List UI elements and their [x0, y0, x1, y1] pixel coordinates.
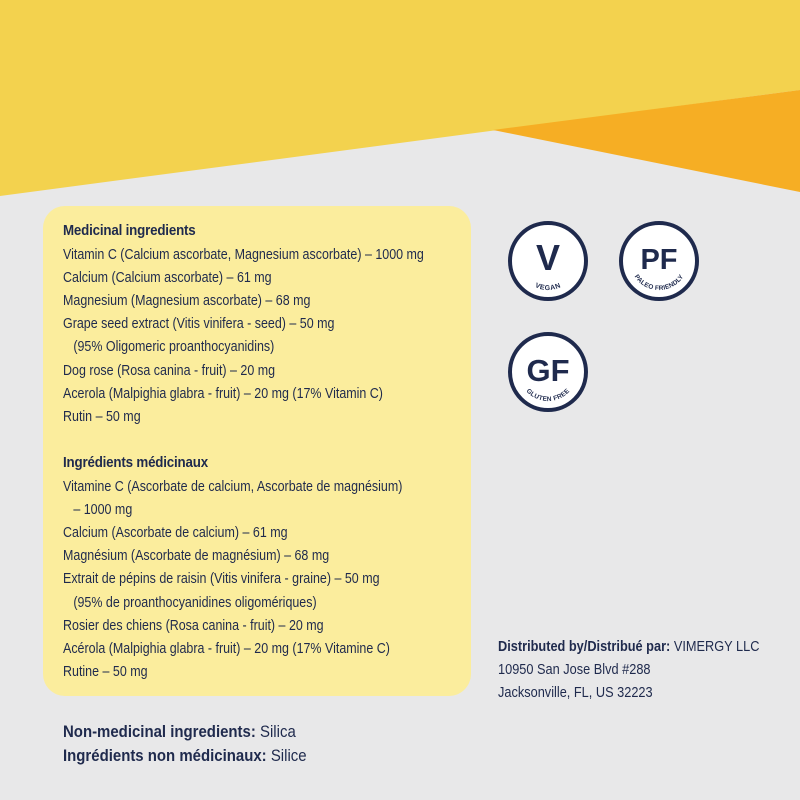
medicinal-ingredients-panel — [43, 206, 471, 696]
ingredient-line-fr: Rosier des chiens (Rosa canina - fruit) – 20 mg — [63, 617, 324, 634]
vegan-badge-symbol: V — [535, 237, 561, 278]
vegan-badge-caption: VEGAN — [533, 282, 563, 293]
ingredient-line: Magnesium (Magnesium ascorbate) – 68 mg — [63, 292, 311, 309]
ingredient-line-fr: Extrait de pépins de raisin (Vitis vinifera - graine) – 50 mg — [63, 571, 380, 588]
distributor-name: VIMERGY LLC — [673, 639, 760, 655]
non-medicinal-value-en: Silica — [260, 722, 296, 741]
non-medicinal-label-fr: Ingrédients non médicinaux: — [63, 746, 267, 765]
paleo-friendly-badge-icon — [618, 220, 700, 302]
distributor-label: Distributed by/Distribué par: — [498, 639, 671, 655]
ingredient-line-fr: Vitamine C (Ascorbate de calcium, Ascorbate de magnésium) — [63, 478, 403, 495]
gluten-badge-caption: GLUTEN FREE — [524, 387, 572, 404]
ingredient-line: (95% Oligomeric proanthocyanidins) — [73, 339, 275, 356]
ingredient-line-fr: Rutine – 50 mg — [63, 664, 148, 681]
ingredients-medicinaux-heading: Ingrédients médicinaux — [63, 455, 208, 472]
ingredient-line-fr: Acérola (Malpighia glabra - fruit) – 20 mg (17% Vitamine C) — [63, 641, 390, 658]
ingredient-line: Dog rose (Rosa canina - fruit) – 20 mg — [63, 362, 276, 379]
vegan-badge-icon — [507, 220, 589, 302]
non-medicinal-ingredients — [63, 720, 340, 768]
ingredient-line-fr: Magnésium (Ascorbate de magnésium) – 68 mg — [63, 548, 330, 565]
distributor-address-line1: 10950 San Jose Blvd #288 — [498, 662, 651, 678]
paleo-badge-symbol: PF — [640, 244, 678, 276]
ingredient-line-fr: – 1000 mg — [73, 501, 133, 518]
ingredient-line-fr: Calcium (Ascorbate de calcium) – 61 mg — [63, 525, 288, 542]
non-medicinal-value-fr: Silice — [270, 746, 307, 765]
ingredient-line-fr: (95% de proanthocyanidines oligomériques) — [73, 594, 317, 611]
non-medicinal-label-en: Non-medicinal ingredients: — [63, 722, 256, 741]
paleo-badge-caption: PALEO FRIENDLY — [632, 273, 686, 293]
distributor-address-line2: Jacksonville, FL, US 32223 — [498, 685, 653, 701]
ingredient-line: Rutin – 50 mg — [63, 408, 141, 425]
ingredient-line: Acerola (Malpighia glabra - fruit) – 20 mg (17% Vitamin C) — [63, 385, 383, 402]
ingredient-line: Vitamin C (Calcium ascorbate, Magnesium ascorbate) – 1000 mg — [63, 246, 424, 263]
ingredient-line: Grape seed extract (Vitis vinifera - seed) – 50 mg — [63, 316, 335, 333]
gluten-free-badge-icon — [507, 331, 589, 413]
ingredient-line: Calcium (Calcium ascorbate) – 61 mg — [63, 269, 272, 286]
distributor-info — [498, 636, 795, 705]
medicinal-ingredients-heading: Medicinal ingredients — [63, 223, 196, 239]
gluten-badge-symbol: GF — [526, 353, 570, 388]
